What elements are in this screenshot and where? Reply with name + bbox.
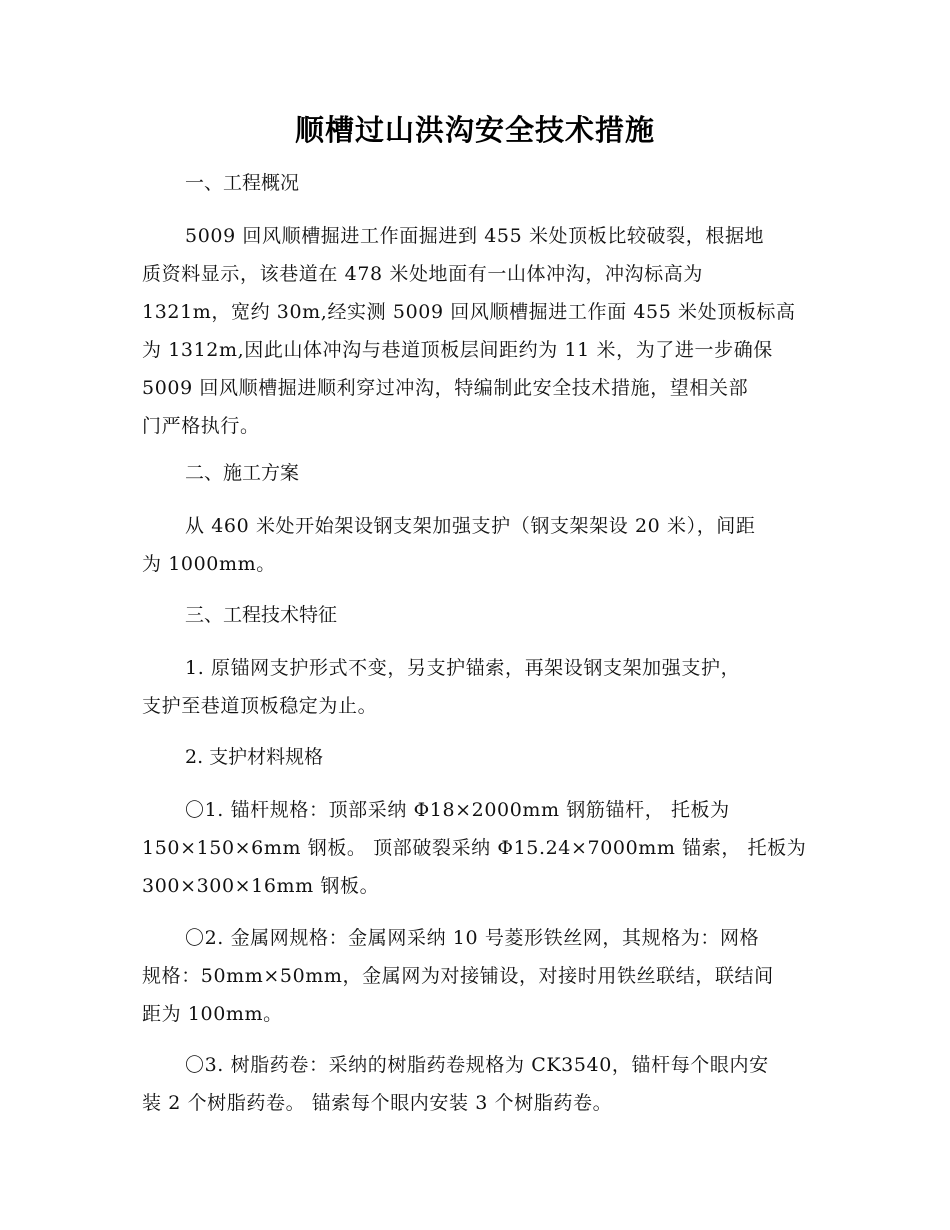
paragraph-item1 [142,649,812,725]
paragraph-resin-spec [142,1046,812,1122]
paragraph-line: 支护至巷道顶板稳定为止。 [142,695,378,717]
paragraph-line: 质资料显示，该巷道在 478 米处地面有一山体冲沟，冲沟标高为 [142,263,703,285]
paragraph-overview [142,217,812,445]
paragraph-line: 为 1312m,因此山体冲沟与巷道顶板层间距约为 11 米，为了进一步确保 [142,339,773,361]
section-heading-plan: 二、施工方案 [185,462,300,484]
paragraph-line: 规格：50mm×50mm，金属网为对接铺设，对接时用铁丝联结，联结间 [142,965,774,987]
paragraph-line: 1321m，宽约 30m,经实测 5009 回风顺槽掘进工作面 455 米处顶板标高 [142,301,796,323]
paragraph-bolt-spec [142,791,812,905]
paragraph-line: 〇1. 锚杆规格：顶部采纳 Φ18×2000mm 钢筋锚杆， 托板为 [185,799,730,821]
paragraph-line: 门严格执行。 [142,415,260,437]
paragraph-line: 1. 原锚网支护形式不变，另支护锚索，再架设钢支架加强支护， [185,657,741,679]
paragraph-line: 150×150×6mm 钢板。 顶部破裂采纳 Φ15.24×7000mm 锚索， 托板为 [142,837,807,859]
paragraph-line: 距为 100mm。 [142,1003,283,1025]
subheading-support-materials: 2. 支护材料规格 [185,746,324,768]
paragraph-line: 装 2 个树脂药卷。 锚索每个眼内安装 3 个树脂药卷。 [142,1092,613,1114]
paragraph-line: 为 1000mm。 [142,553,276,575]
paragraph-plan [142,507,812,583]
section-heading-technical: 三、工程技术特征 [185,604,338,626]
document-title: 顺槽过山洪沟安全技术措施 [294,113,655,147]
paragraph-line: 从 460 米处开始架设钢支架加强支护（钢支架架设 20 米），间距 [185,515,756,537]
paragraph-mesh-spec [142,919,812,1033]
paragraph-line: 5009 回风顺槽掘进顺利穿过冲沟，特编制此安全技术措施，望相关部 [142,377,749,399]
paragraph-line: 〇3. 树脂药卷：采纳的树脂药卷规格为 CK3540，锚杆每个眼内安 [185,1054,769,1076]
paragraph-line: 5009 回风顺槽掘进工作面掘进到 455 米处顶板比较破裂，根据地 [185,225,765,247]
paragraph-line: 300×300×16mm 钢板。 [142,875,380,897]
paragraph-line: 〇2. 金属网规格：金属网采纳 10 号菱形铁丝网，其规格为：网格 [185,927,760,949]
section-heading-overview: 一、工程概况 [185,172,300,194]
